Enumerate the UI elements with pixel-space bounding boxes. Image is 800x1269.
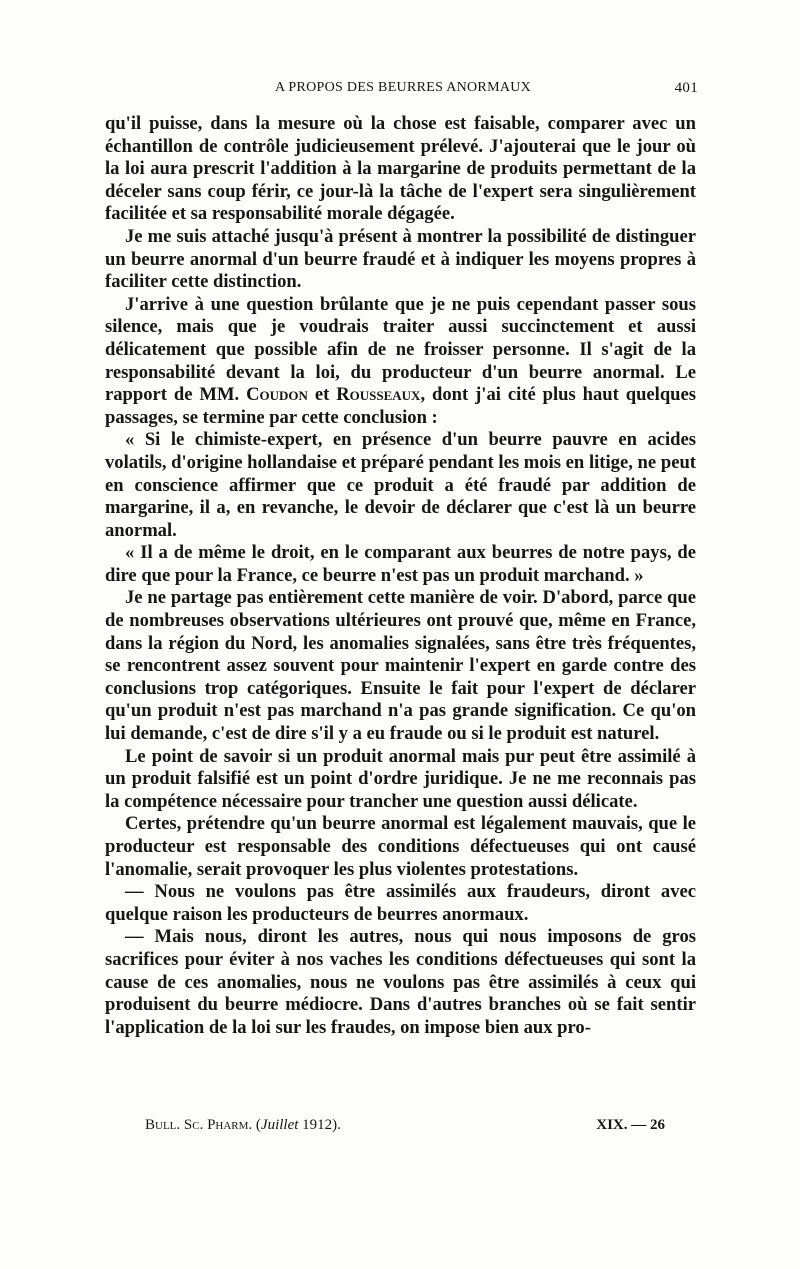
journal-month: Juillet: [260, 1117, 299, 1133]
body-text: [105, 113, 696, 1039]
paragraph-10-dialogue: — Mais nous, diront les autres, nous qui nous imposons de gros sacrifices pour éviter à nos vaches les conditions défectueuses qui sont la cause de ces anomalies, nous ne voulons pas être assimilés à ceux qui produisent du beurre médiocre. Dans d'autres branches où se fait sentir l'application de la loi sur les fraudes, on impose bien aux pro-: [105, 926, 696, 1038]
page-number: 401: [674, 80, 698, 96]
paragraph-9-dialogue: — Nous ne voulons pas être assimilés aux fraudeurs, diront avec quelque raison les producteurs de beurres anormaux.: [105, 881, 696, 925]
journal-name: Bull. Sc. Pharm.: [145, 1117, 253, 1133]
signature-mark: XIX. — 26: [596, 1117, 665, 1133]
paragraph-6: Je ne partage pas entièrement cette manière de voir. D'abord, parce que de nombreuses observations ultérieures ont prouvé que, même en France, dans la région du Nord, les anomalies signalées, sans être très fréquentes, se rencontrent assez souvent pour maintenir l'expert en garde contre des conclusions trop catégoriques. Ensuite le fait pour l'expert de déclarer qu'un produit n'est pas marchand n'a pas grande signification. Ce qu'on lui demande, c'est de dire s'il y a eu fraude ou si le produit est naturel.: [105, 587, 696, 745]
journal-year: 1912).: [298, 1117, 341, 1133]
paragraph-3-part-1: J'arrive à une question brûlante que je ne puis cependant passer sous silence, mais que je voudrais traiter aussi succinctement et aussi délicatement que possible afin de ne froisser personne. Il s'agit de la responsabilité devant la loi, du producteur d'un beurre anormal. Le rapport de MM.: [105, 293, 696, 406]
paragraph-1: qu'il puisse, dans la mesure où la chose est faisable, comparer avec un échantillon de contrôle judicieusement prélevé. J'ajouterai que le jour où la loi aura prescrit l'addition à la margarine de produits permettant de la déceler sans coup férir, ce jour-là la tâche de l'expert sera singulièrement facilitée et sa responsabilité morale dégagée.: [105, 113, 696, 225]
paragraph-7: Le point de savoir si un produit anormal mais pur peut être assimilé à un produit falsifié est un point d'ordre juridique. Je ne me reconnais pas la compétence nécessaire pour trancher une question aussi délicate.: [105, 745, 696, 812]
journal-citation: [145, 1117, 341, 1134]
page-footer: [145, 1117, 665, 1139]
author-name-coudon: Coudon: [246, 384, 308, 406]
paragraph-3-part-3: , dont j'ai cité plus haut quelques passages, se termine par cette conclusion :: [105, 384, 696, 428]
author-name-rousseaux: Rousseaux: [336, 384, 421, 406]
paragraph-8: Certes, prétendre qu'un beurre anormal est légalement mauvais, que le producteur est responsable des conditions défectueuses qui ont causé l'anomalie, serait provoquer les plus violentes protestations.: [105, 813, 696, 880]
paragraph-4-quote: « Si le chimiste-expert, en présence d'un beurre pauvre en acides volatils, d'origine hollandaise et préparé pendant les mois en litige, ne peut en conscience affirmer que ce produit a été fraudé par addition de margarine, il a, en revanche, le devoir de déclarer que c'est là un beurre anormal.: [105, 429, 696, 541]
running-title: A PROPOS DES BEURRES ANORMAUX: [274, 80, 532, 95]
running-header: [108, 80, 698, 102]
paragraph-3-part-2: et: [307, 384, 337, 406]
paragraph-3: [105, 294, 696, 430]
paragraph-5-quote: « Il a de même le droit, en le comparant aux beurres de notre pays, de dire que pour la France, ce beurre n'est pas un produit marchand. »: [105, 542, 696, 586]
journal-date-open: (: [252, 1117, 261, 1133]
paragraph-2: Je me suis attaché jusqu'à présent à montrer la possibilité de distinguer un beurre anormal d'un beurre fraudé et à indiquer les moyens propres à faciliter cette distinction.: [105, 225, 696, 293]
